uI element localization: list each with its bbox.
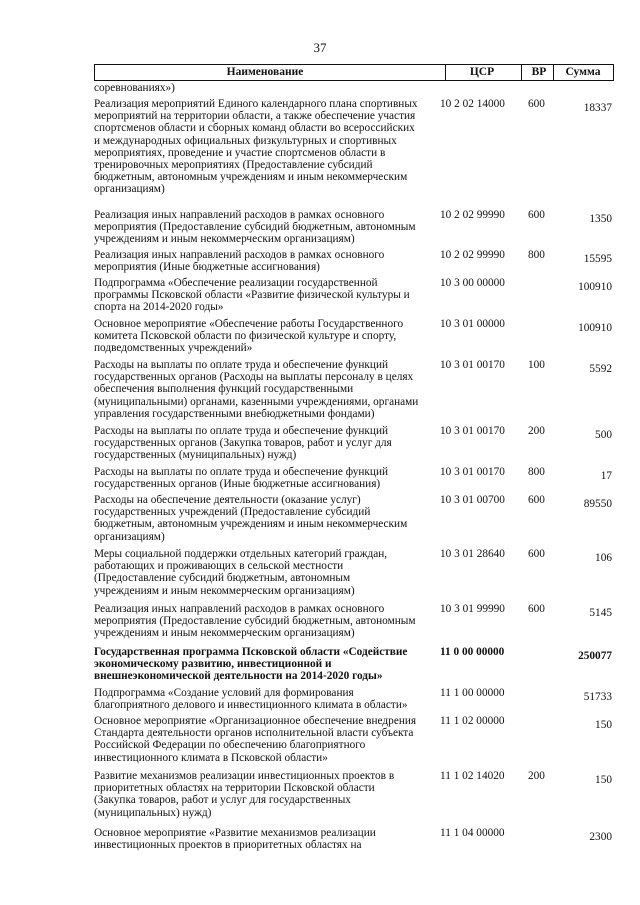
row-sum: 150 [595,774,612,786]
row-csr: 10 3 01 00700 [440,494,505,506]
row-name: Расходы на выплаты по оплате труда и обеспечение функций государственных органов (Иные бюджетные ассигнования) [94,466,389,491]
row-sum: 150 [595,719,612,731]
row-name: Реализация иных направлений расходов в рамках основного мероприятия (Предоставление субсидий бюджетным, автономным учреждениям и иным некоммерческим организациям) [94,209,416,246]
row-name: Меры социальной поддержки отдельных категорий граждан, работающих и проживающих в сельской местности (Предоставление субсидий бюджетным, автономным учреждениям и иным некоммерческим организациям) [94,548,388,597]
row-name: Основное мероприятие «Обеспечение работы Государственного комитета Псковской области по физической культуре и спорту, подведомственных учреждений» [94,318,404,355]
row-vr: 200 [528,425,545,437]
row-csr: 11 1 00 00000 [440,687,505,699]
row-csr: 10 3 01 00000 [440,318,505,330]
header-sum: Сумма [565,66,601,78]
row-name: Основное мероприятие «Развитие механизмов реализации инвестиционных проектов в приоритетных областях на [94,827,376,852]
row-name: Государственная программа Псковской области «Содействие экономическому развитию, инвестиционной и внешнеэкономической деятельности на 2014-2020 годы» [94,646,408,683]
row-csr: 11 1 02 00000 [440,715,505,727]
row-name: соревнованиях») [94,82,175,94]
row-csr: 11 1 02 14020 [440,770,505,782]
row-vr: 600 [528,603,545,615]
row-vr: 100 [528,359,545,371]
row-csr: 10 3 01 00170 [440,466,505,478]
row-name: Расходы на выплаты по оплате труда и обеспечение функций государственных органов (Закупка товаров, работ и услуг для государственных (муниципальных) нужд) [94,425,392,462]
row-sum: 51733 [583,691,612,703]
table-header [94,64,614,81]
row-sum: 5592 [589,363,612,375]
row-vr: 800 [528,249,545,261]
row-name: Развитие механизмов реализации инвестиционных проектов в приоритетных областях на территории Псковской области (Закупка товаров, работ и услуг для государственных (муниципальных) нужд) [94,770,395,819]
row-sum: 100910 [578,322,612,334]
page-number: 37 [313,40,327,55]
row-csr: 10 3 01 00170 [440,425,505,437]
row-name: Расходы на обеспечение деятельности (оказание услуг) государственных учреждений (Предоставление субсидий бюджетным, автономным учреждениям и иным некоммерческим организациям) [94,494,408,543]
row-sum: 100910 [578,281,612,293]
row-vr: 600 [528,548,545,560]
row-csr: 10 2 02 99990 [440,249,505,261]
row-sum: 250077 [578,650,612,662]
row-sum: 17 [600,470,612,482]
row-csr: 11 1 04 00000 [440,827,505,839]
row-vr: 200 [528,770,545,782]
row-vr: 600 [528,494,545,506]
row-csr: 10 2 02 99990 [440,209,505,221]
header-csr: ЦСР [469,66,495,78]
row-name: Реализация иных направлений расходов в рамках основного мероприятия (Иные бюджетные ассигнования) [94,249,385,274]
row-sum: 500 [595,429,612,441]
row-csr: 11 0 00 00000 [440,646,505,658]
row-name: Расходы на выплаты по оплате труда и обеспечение функций государственных органов (Расходы на выплаты персоналу в целях обеспечения выполнения функций государственными (муниципальными) органами, казенными учреждениями, органами управления государственными внебюджетными фондами) [94,359,419,420]
row-sum: 106 [595,552,612,564]
row-name: Подпрограмма «Создание условий для формирования благоприятного делового и инвестиционного климата в области» [94,687,408,712]
row-csr: 10 3 01 28640 [440,548,505,560]
row-sum: 1350 [589,213,612,225]
header-vr: ВР [531,66,547,78]
row-name: Реализация мероприятий Единого календарного плана спортивных мероприятий на территории области, а также обеспечение участия спортсменов области и сборных команд области во всероссийских и международных официальных физкультурных и спортивных мероприятиях, проведение и участие спортсменов области в тренировочных мероприятиях (Предоставление субсидий бюджетным, автономным учреждениям и иным некоммерческим организациям) [94,98,418,196]
row-sum: 89550 [583,498,612,510]
row-name: Подпрограмма «Обеспечение реализации государственной программы Псковской области «Развитие физической культуры и спорта на 2014-2020 годы» [94,277,410,314]
row-sum: 2300 [589,831,612,843]
header-name: Наименование [226,66,304,78]
row-sum: 15595 [583,253,612,265]
row-csr: 10 3 01 00170 [440,359,505,371]
row-csr: 10 3 00 00000 [440,277,505,289]
row-vr: 800 [528,466,545,478]
row-name: Основное мероприятие «Организационное обеспечение внедрения Стандарта деятельности органов исполнительной власти субъекта Российской Федерации по обеспечению благоприятного инвестиционного климата в Псковской области» [94,715,417,764]
row-sum: 18337 [583,102,612,114]
row-name: Реализация иных направлений расходов в рамках основного мероприятия (Предоставление субсидий бюджетным, автономным учреждениям и иным некоммерческим организациям) [94,603,416,640]
row-vr: 600 [528,98,545,110]
row-vr: 600 [528,209,545,221]
row-csr: 10 3 01 99990 [440,603,505,615]
row-csr: 10 2 02 14000 [440,98,505,110]
row-sum: 5145 [589,607,612,619]
